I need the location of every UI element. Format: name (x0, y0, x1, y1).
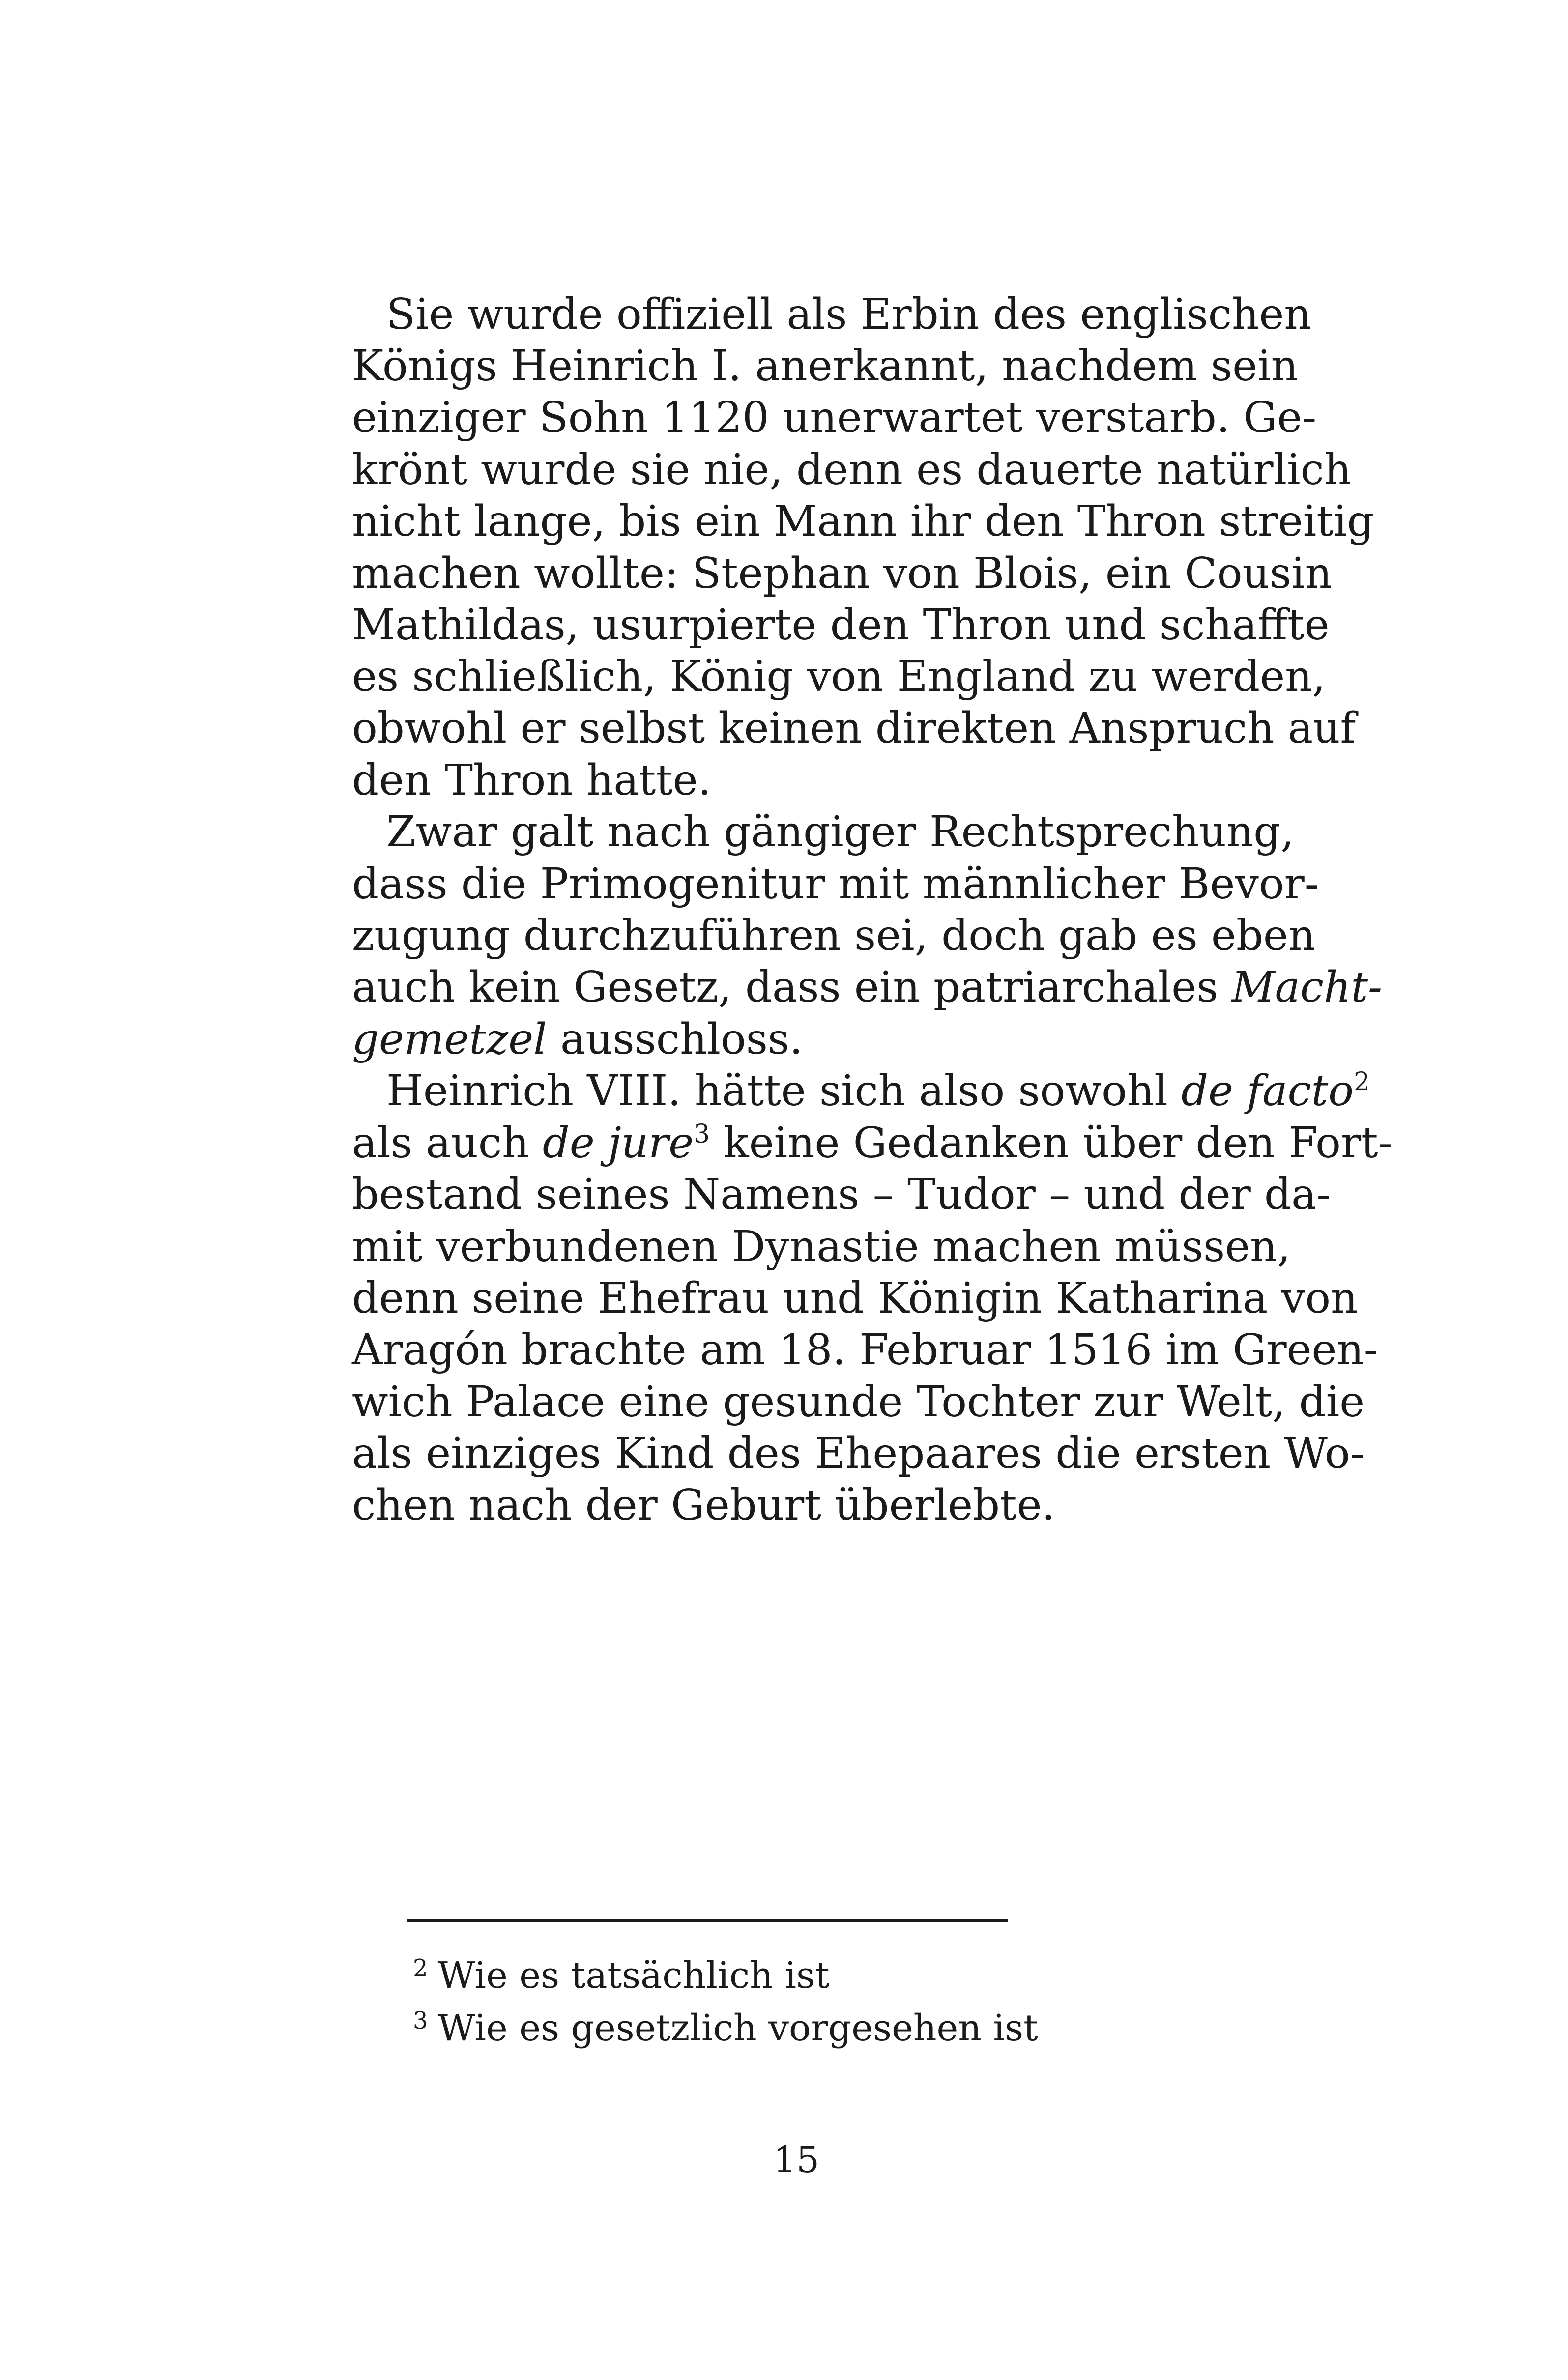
footnote-ref: 3 (694, 1119, 710, 1149)
text-line: Königs Heinrich I. anerkannt, nachdem sein (352, 342, 1299, 391)
footnote-divider (407, 1919, 1008, 1922)
line-text: Heinrich VIII. hätte sich also sowohl (386, 1066, 1182, 1116)
page-number: 15 (773, 2139, 820, 2181)
text-line: Zwar galt nach gängiger Rechtsprechung, (386, 807, 1294, 857)
text-line: krönt wurde sie nie, denn es dauerte natürlich (352, 445, 1352, 494)
italic-term: gemetzel (352, 1015, 547, 1064)
text-line: Mathildas, usurpierte den Thron und schaffte (352, 601, 1330, 650)
text-line: wich Palace eine gesunde Tochter zur Welt, die (352, 1377, 1365, 1427)
footnote-text: Wie es tatsächlich ist (437, 1954, 830, 1997)
italic-term: de facto (1181, 1066, 1354, 1116)
text-line: mit verbundenen Dynastie machen müssen, (352, 1222, 1291, 1271)
text-line: den Thron hatte. (352, 756, 712, 805)
line-text: als auch (352, 1118, 543, 1168)
footnote-number: 3 (413, 2007, 428, 2035)
text-line: denn seine Ehefrau und Königin Katharina von (352, 1274, 1358, 1323)
line-text: auch kein Gesetz, dass ein patriarchales (352, 963, 1232, 1012)
line-text: ausschloss. (547, 1015, 803, 1064)
text-line: als einziges Kind des Ehepaares die ersten Wo- (352, 1429, 1365, 1478)
text-line: dass die Primogenitur mit männlicher Bevor- (352, 860, 1319, 909)
text-line: zugung durchzuführen sei, doch gab es eben (352, 911, 1316, 960)
text-line: es schließlich, König von England zu werden, (352, 652, 1326, 701)
text-line: nicht lange, bis ein Mann ihr den Thron streitig (352, 497, 1374, 546)
footnote-ref: 2 (1353, 1067, 1370, 1097)
text-line: Sie wurde offiziell als Erbin des englischen (386, 290, 1311, 339)
footnote-text: Wie es gesetzlich vorgesehen ist (437, 2007, 1038, 2049)
text-line: Aragón brachte am 18. Februar 1516 im Green- (352, 1325, 1378, 1375)
text-line: obwohl er selbst keinen direkten Anspruch auf (352, 704, 1356, 753)
italic-term: de jure (542, 1118, 694, 1168)
footnote-number: 2 (413, 1954, 428, 1982)
footnote (413, 1949, 830, 2003)
text-line: einziger Sohn 1120 unerwartet verstarb. Ge- (352, 393, 1317, 442)
line-text: keine Gedanken über den Fort- (710, 1118, 1393, 1168)
text-line: bestand seines Namens – Tudor – und der da- (352, 1170, 1331, 1219)
footnote (413, 2001, 1038, 2055)
text-line: chen nach der Geburt überlebte. (352, 1481, 1055, 1530)
italic-term: Macht- (1231, 963, 1383, 1012)
text-line: machen wollte: Stephan von Blois, ein Cousin (352, 549, 1332, 598)
